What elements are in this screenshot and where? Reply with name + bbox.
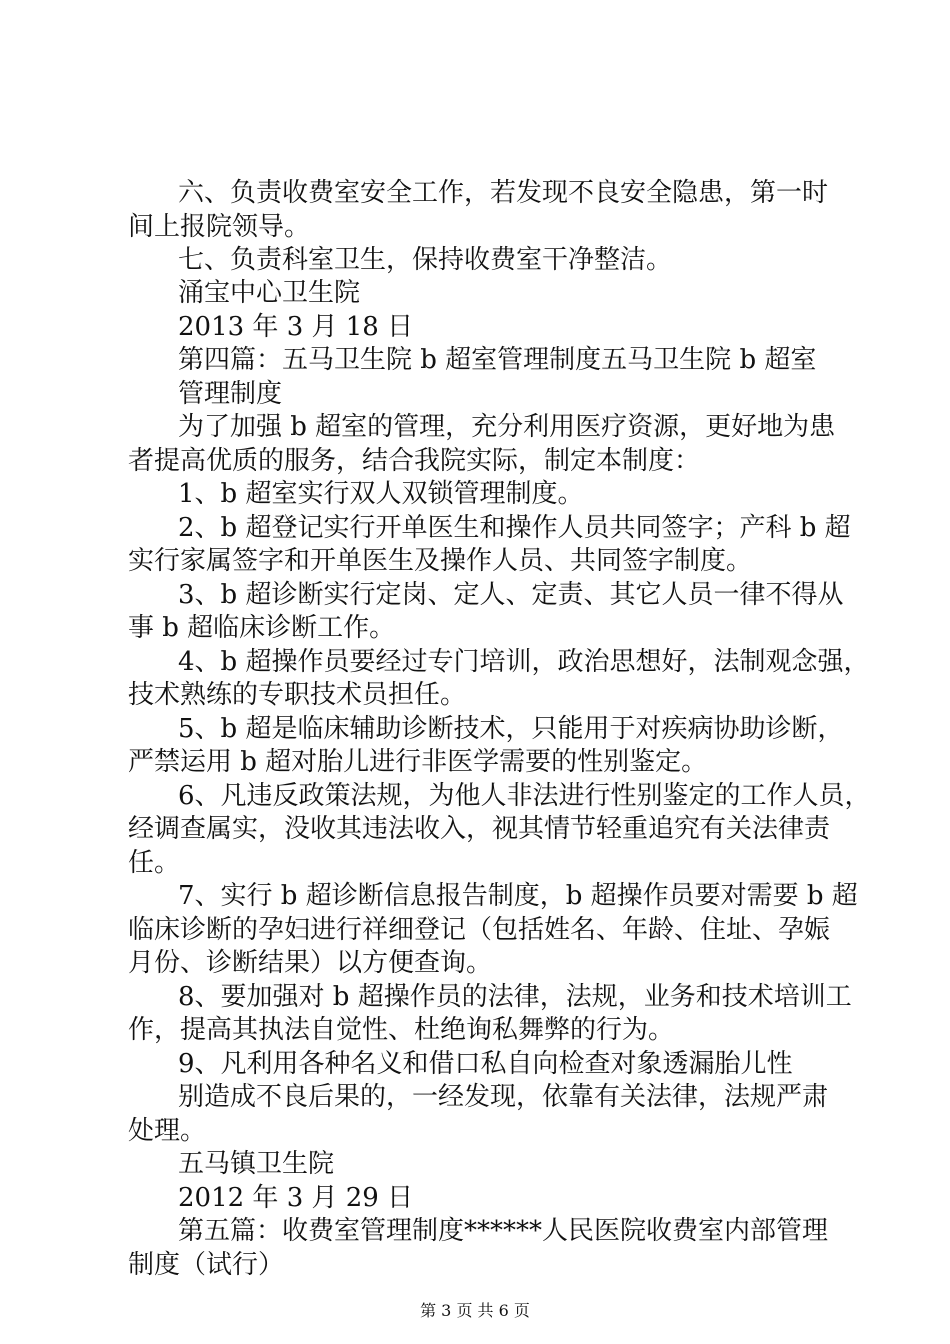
section-heading: 管理制度 xyxy=(178,379,283,409)
text-line: 技术熟练的专职技术员担任。 xyxy=(128,680,467,710)
section-heading: 第五篇：收费室管理制度******人民医院收费室内部管理 xyxy=(178,1216,829,1246)
text-line: 2012 年 3 月 29 日 xyxy=(178,1183,414,1213)
text-line: 七、负责科室卫生，保持收费室干净整洁。 xyxy=(178,245,673,275)
text-line: 7、实行 b 超诊断信息报告制度，b 超操作员要对需要 b 超 xyxy=(178,881,858,911)
text-line: 经调查属实，没收其违法收入，视其情节轻重追究有关法律责 xyxy=(128,814,831,844)
text-line: 临床诊断的孕妇进行祥细登记（包括姓名、年龄、住址、孕娠 xyxy=(128,915,831,945)
text-line: 涌宝中心卫生院 xyxy=(178,278,361,308)
text-line: 月份、诊断结果）以方便查询。 xyxy=(128,948,493,978)
section-heading: 第四篇：五马卫生院 b 超室管理制度五马卫生院 b 超室 xyxy=(178,345,817,375)
text-line: 9、凡利用各种名义和借口私自向检查对象透漏胎儿性 xyxy=(178,1049,793,1079)
text-line: 6、凡违反政策法规，为他人非法进行性别鉴定的工作人员， xyxy=(178,781,871,811)
text-line: 实行家属签字和开单医生及操作人员、共同签字制度。 xyxy=(128,546,753,576)
text-line: 六、负责收费室安全工作，若发现不良安全隐患，第一时 xyxy=(178,178,829,208)
text-line: 5、b 超是临床辅助诊断技术，只能用于对疾病协助诊断， xyxy=(178,714,844,744)
text-line: 事 b 超临床诊断工作。 xyxy=(128,613,396,643)
text-line: 别造成不良后果的，一经发现，依靠有关法律，法规严肃 xyxy=(178,1082,829,1112)
page-footer: 第 3 页 共 6 页 xyxy=(420,1301,530,1320)
text-line: 严禁运用 b 超对胎儿进行非医学需要的性别鉴定。 xyxy=(128,747,708,777)
section-heading: 制度（试行） xyxy=(128,1250,285,1280)
text-line: 作，提高其执法自觉性、杜绝询私舞弊的行为。 xyxy=(128,1015,675,1045)
text-line: 五马镇卫生院 xyxy=(178,1149,335,1179)
text-line: 4、b 超操作员要经过专门培训，政治思想好，法制观念强， xyxy=(178,647,870,677)
text-line: 2013 年 3 月 18 日 xyxy=(178,312,414,342)
text-line: 3、b 超诊断实行定岗、定人、定责、其它人员一律不得从 xyxy=(178,580,844,610)
text-line: 者提高优质的服务，结合我院实际，制定本制度： xyxy=(128,446,701,476)
text-line: 2、b 超登记实行开单医生和操作人员共同签字；产科 b 超 xyxy=(178,513,851,543)
text-line: 间上报院领导。 xyxy=(128,212,311,242)
text-line: 任。 xyxy=(128,848,181,878)
text-line: 为了加强 b 超室的管理，充分利用医疗资源，更好地为患 xyxy=(178,412,836,442)
text-line: 1、b 超室实行双人双锁管理制度。 xyxy=(178,479,584,509)
text-line: 8、要加强对 b 超操作员的法律，法规，业务和技术培训工 xyxy=(178,982,852,1012)
text-line: 处理。 xyxy=(128,1116,207,1146)
